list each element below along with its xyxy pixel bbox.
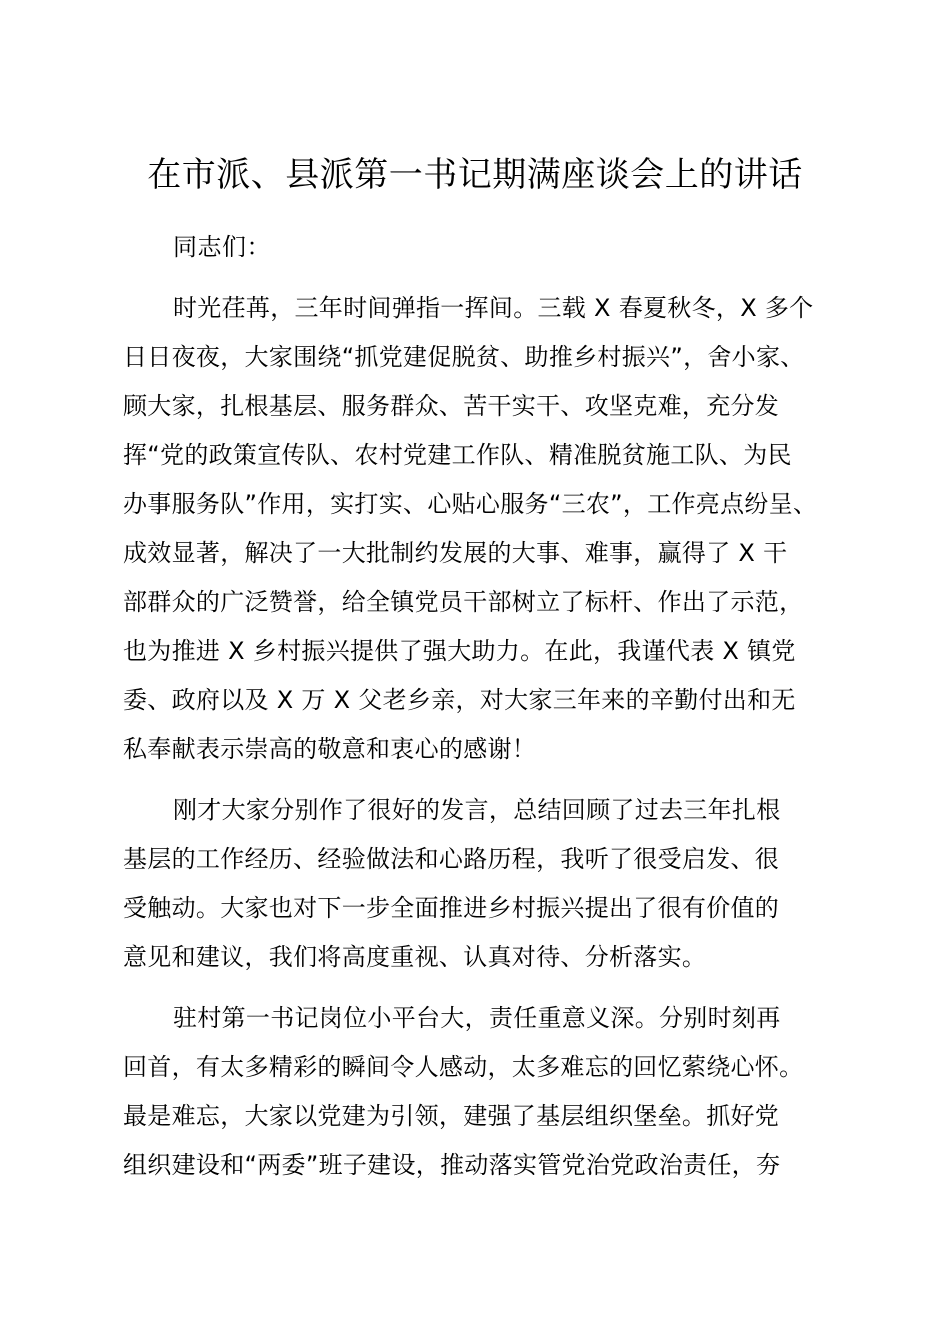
text-line: 受触动。大家也对下一步全面推进乡村振兴提出了很有价值的	[123, 894, 780, 922]
text-line: 时光荏苒，三年时间弹指一挥间。三载 X 春夏秋冬，X 多个	[173, 294, 814, 322]
text-line: 私奉献表示崇高的敬意和衷心的感谢！	[123, 735, 537, 763]
text-line: 也为推进 X 乡村振兴提供了强大助力。在此，我谨代表 X 镇党	[123, 637, 796, 665]
text-line: 部群众的广泛赞誉，给全镇党员干部树立了标杆、作出了示范，	[123, 588, 804, 616]
text-line: 顾大家，扎根基层、服务群众、苦干实干、攻坚克难，充分发	[123, 392, 780, 420]
document-body	[123, 222, 843, 1202]
text-line: 办事服务队”作用，实打实、心贴心服务“三农”，工作亮点纷呈、	[123, 490, 818, 518]
text-line: 组织建设和“两委”班子建设，推动落实管党治党政治责任，夯	[123, 1151, 781, 1179]
paragraph-2	[123, 786, 843, 982]
text-line: 刚才大家分别作了很好的发言，总结回顾了过去三年扎根	[173, 796, 781, 824]
text-line: 委、政府以及 X 万 X 父老乡亲，对大家三年来的辛勤付出和无	[123, 686, 796, 714]
text-line: 最是难忘，大家以党建为引领，建强了基层组织堡垒。抓好党	[123, 1102, 780, 1130]
document-title: 在市派、县派第一书记期满座谈会上的讲话	[147, 155, 803, 195]
paragraph-3	[123, 994, 843, 1190]
paragraph-1	[123, 284, 843, 774]
text-line: 回首，有太多精彩的瞬间令人感动，太多难忘的回忆萦绕心怀。	[123, 1053, 804, 1081]
text-line: 驻村第一书记岗位小平台大，责任重意义深。分别时刻再	[173, 1004, 781, 1032]
text-line: 日日夜夜，大家围绕“抓党建促脱贫、助推乡村振兴”，舍小家、	[123, 343, 805, 371]
text-line: 成效显著，解决了一大批制约发展的大事、难事，赢得了 X 干	[123, 539, 788, 567]
text-line: 基层的工作经历、经验做法和心路历程，我听了很受启发、很	[123, 845, 780, 873]
text-line: 意见和建议，我们将高度重视、认真对待、分析落实。	[123, 943, 707, 971]
text-line: 挥“党的政策宣传队、农村党建工作队、精准脱贫施工队、为民	[123, 441, 792, 469]
salutation: 同志们：	[173, 233, 271, 261]
